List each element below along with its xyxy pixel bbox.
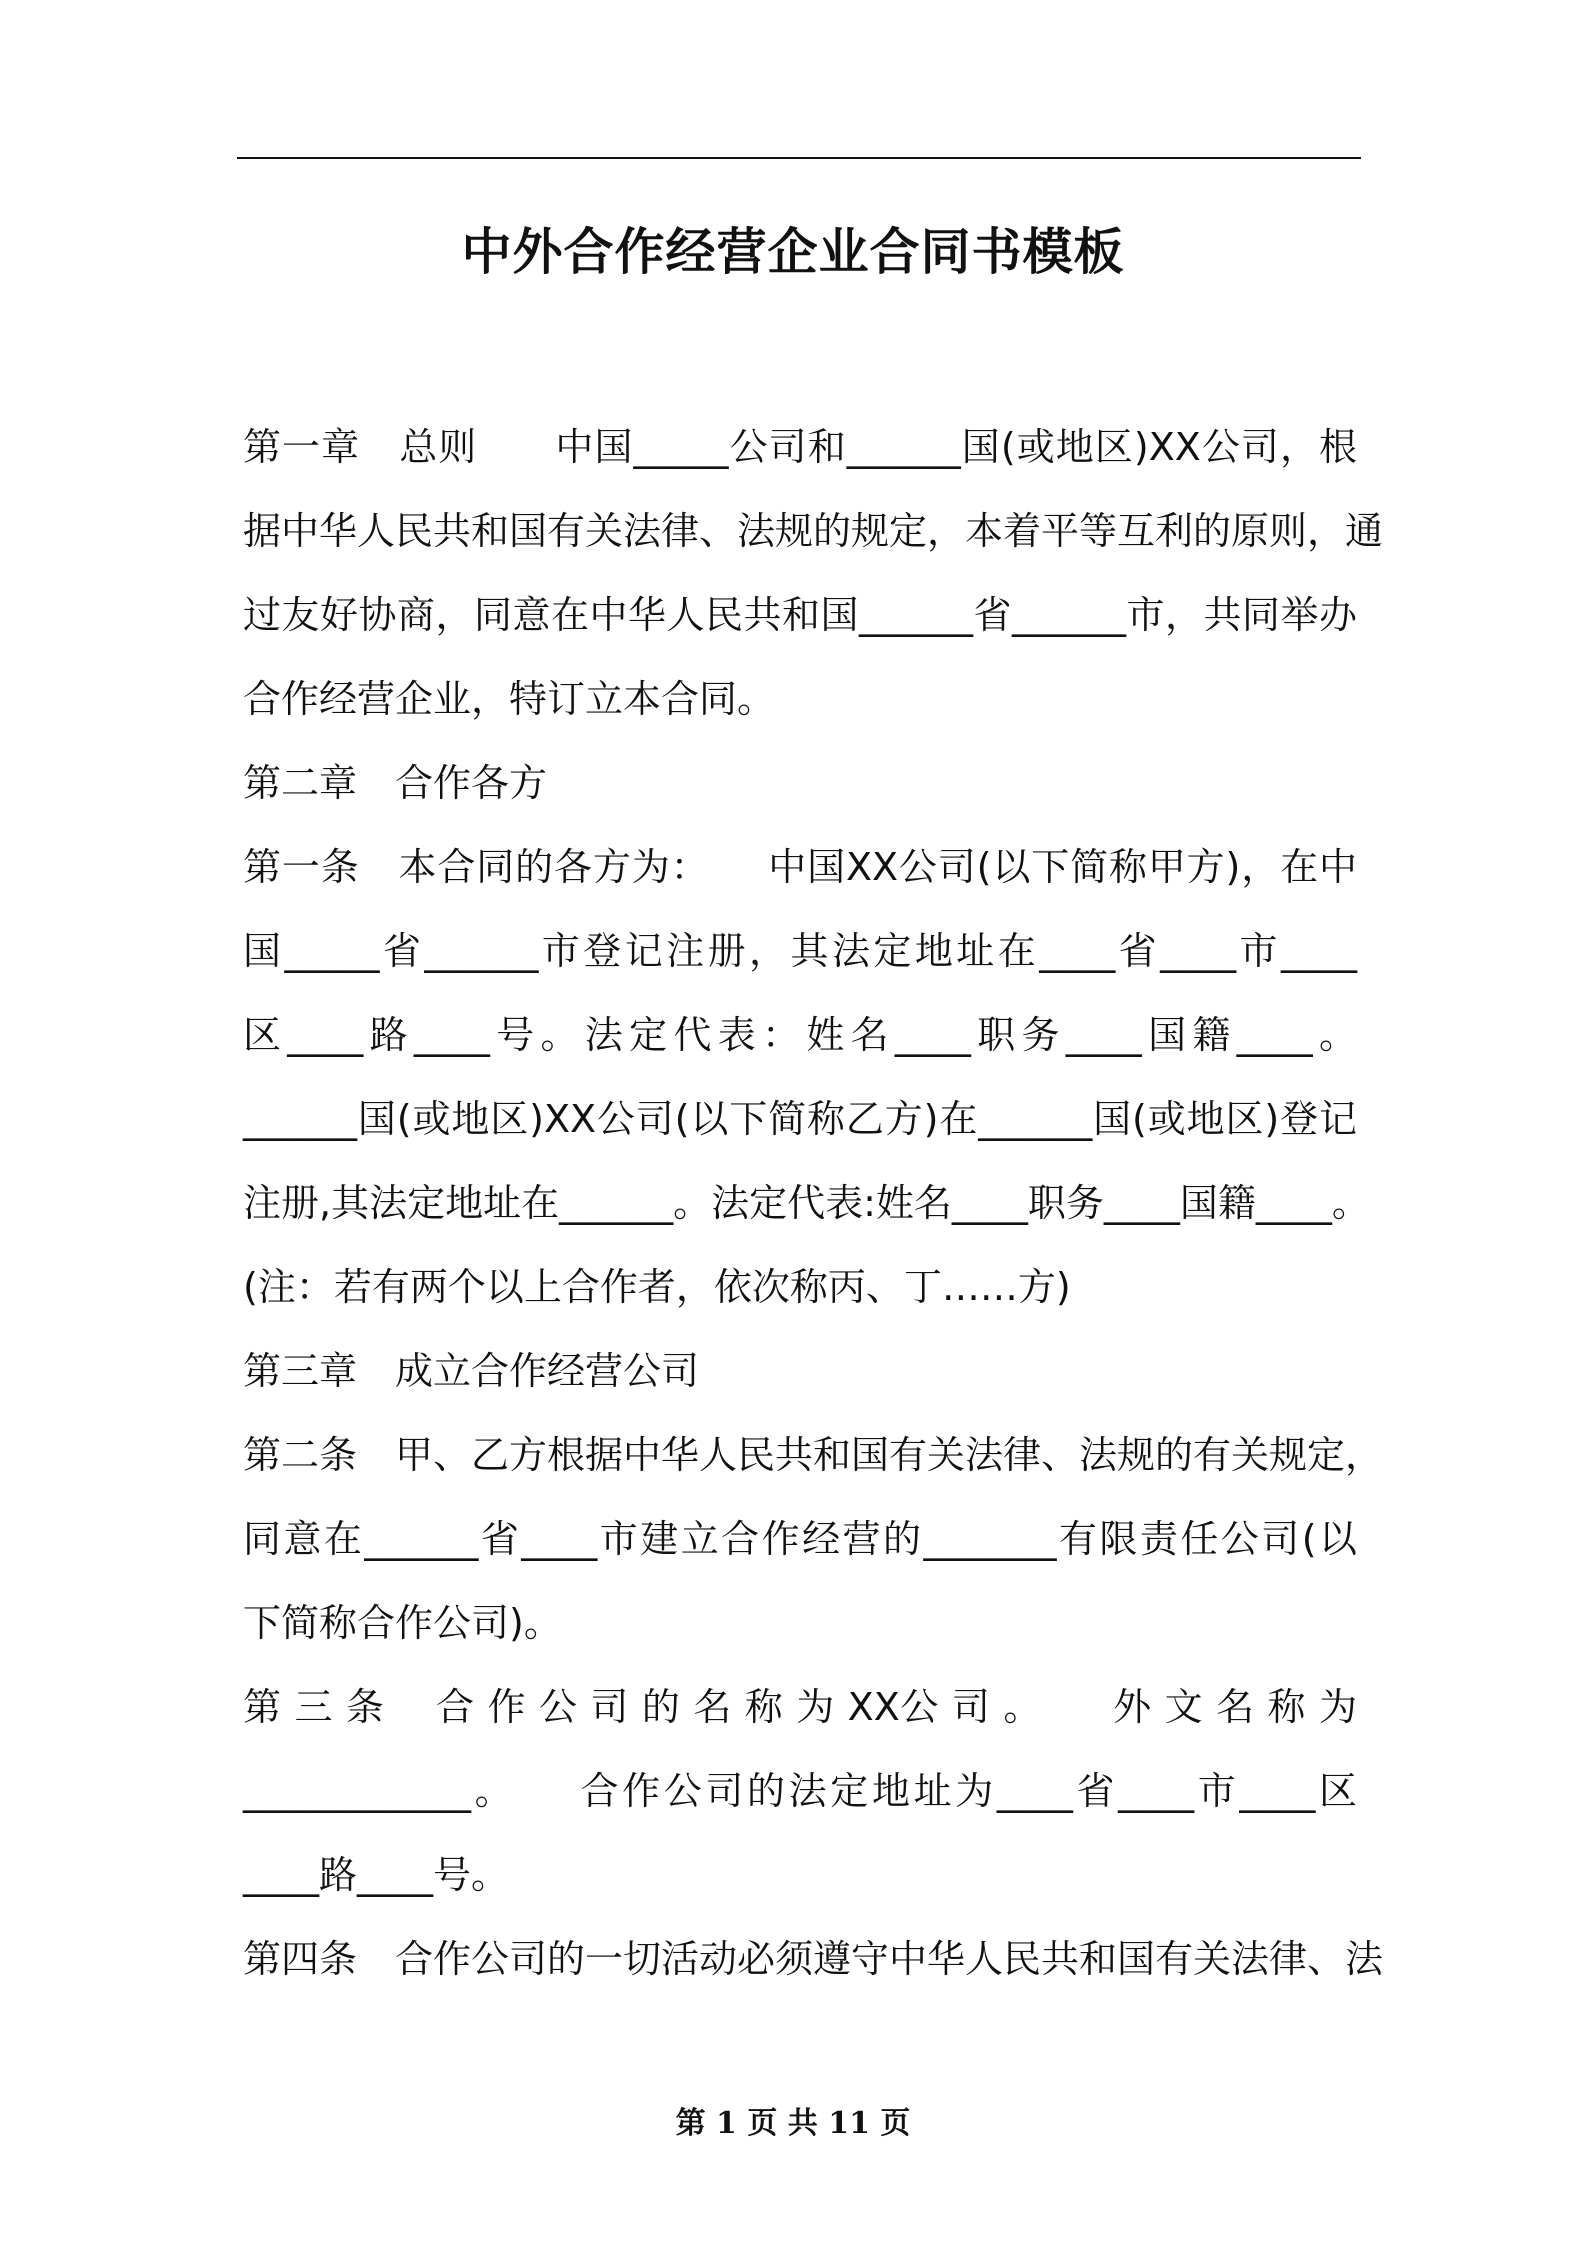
body-line: ____路____号。	[243, 1853, 510, 1897]
chapter-heading: 第三章 成立合作经营公司	[243, 1349, 700, 1393]
body-line: 过友好协商，同意在中华人民共和国______省______市，共同举办	[243, 593, 1357, 637]
document-title: 中外合作经营企业合同书模板	[461, 223, 1125, 281]
body-line: ____________。 合作公司的法定地址为____省____市____区	[243, 1769, 1357, 1813]
body-line: ______国(或地区)XX公司(以下简称乙方)在______国(或地区)登记	[243, 1097, 1357, 1141]
body-line: 合作经营企业，特订立本合同。	[243, 677, 776, 721]
note-line: (注：若有两个以上合作者，依次称丙、丁……方)	[243, 1265, 1071, 1309]
body-line: 第一条 本合同的各方为： 中国XX公司(以下简称甲方)，在中	[243, 845, 1357, 889]
body-line: 下简称合作公司)。	[243, 1601, 562, 1645]
body-line: 同意在______省____市建立合作经营的_______有限责任公司(以	[243, 1517, 1357, 1561]
body-line: 第二条 甲、乙方根据中华人民共和国有关法律、法规的有关规定，	[243, 1433, 1384, 1477]
body-line: 第一章 总则 中国_____公司和______国(或地区)XX公司，根	[243, 425, 1357, 469]
body-line: 据中华人民共和国有关法律、法规的规定，本着平等互利的原则，通	[243, 509, 1384, 553]
document-body	[243, 405, 1384, 2001]
header-rule	[237, 157, 1361, 159]
body-line: 区____路____号。法定代表：姓名____职务____国籍____。	[243, 1013, 1357, 1057]
body-line: 注册,其法定地址在______。法定代表:姓名____职务____国籍____。	[243, 1181, 1370, 1225]
page-number: 第 1 页 共 11 页	[675, 2106, 911, 2141]
body-line: 国_____省______市登记注册，其法定地址在____省____市____	[243, 929, 1357, 973]
body-line: 第四条 合作公司的一切活动必须遵守中华人民共和国有关法律、法	[243, 1937, 1384, 1981]
chapter-heading: 第二章 合作各方	[243, 761, 548, 805]
body-line: 第 三 条 合 作 公 司 的 名 称 为 XX公 司 。 外 文 名 称 为	[243, 1685, 1357, 1729]
